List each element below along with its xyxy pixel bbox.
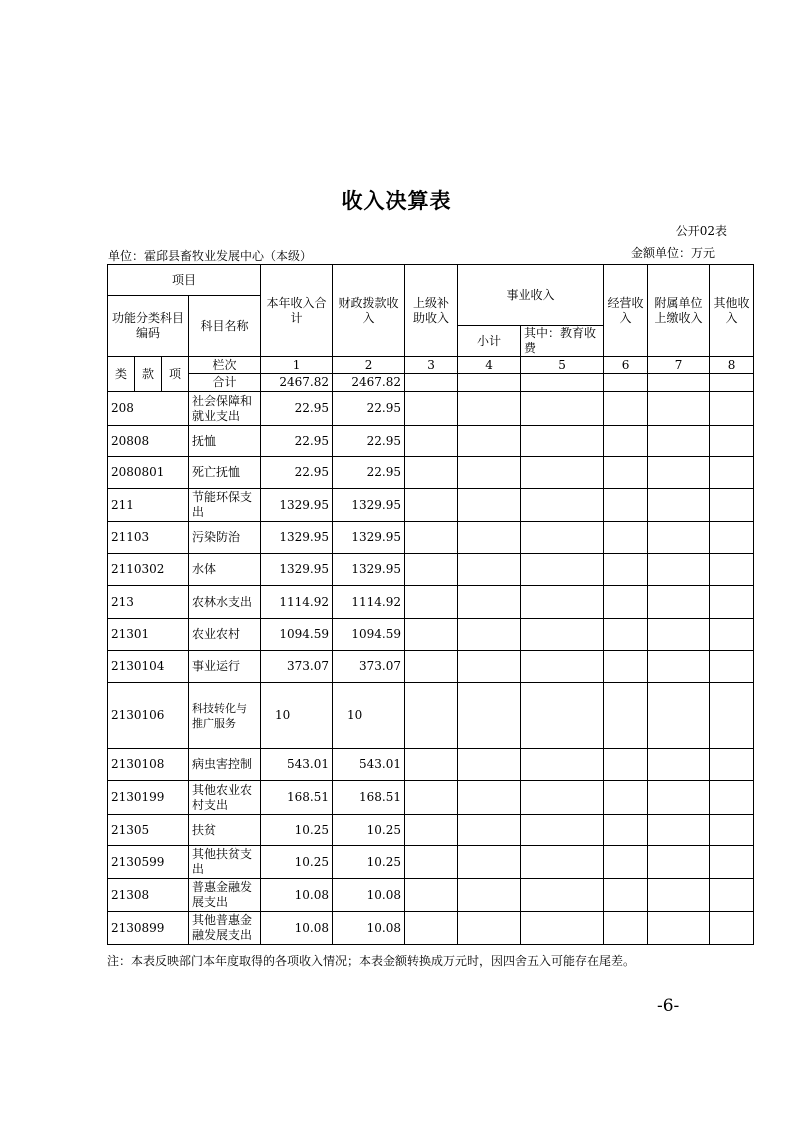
table-note: 注：本表反映部门本年度取得的各项收入情况；本表金额转换成万元时，因四舍五入可能存在尾差。 [107, 954, 636, 968]
empty-cell [710, 815, 754, 846]
empty-cell [648, 457, 710, 489]
empty-cell [405, 586, 458, 619]
header-col4: 小计 [458, 326, 521, 357]
row-col2: 10 [333, 683, 405, 749]
empty-cell [458, 457, 521, 489]
row-col2: 1094.59 [333, 619, 405, 651]
header-kuan: 款 [135, 357, 162, 392]
row-col2: 1329.95 [333, 554, 405, 586]
row-code: 2130599 [108, 846, 189, 879]
empty-cell [604, 912, 648, 945]
empty-cell [521, 554, 604, 586]
amount-unit: 金额单位：万元 [630, 246, 715, 260]
empty-cell [604, 749, 648, 781]
col-number: 4 [458, 357, 521, 374]
header-shiye: 事业收入 [458, 265, 604, 326]
empty-cell [521, 879, 604, 912]
row-name: 扶贫 [189, 815, 261, 846]
table-row [108, 651, 754, 683]
empty-cell [458, 489, 521, 522]
row-col2: 10.25 [333, 815, 405, 846]
empty-cell [648, 374, 710, 392]
row-col2: 10.08 [333, 879, 405, 912]
row-col2: 1329.95 [333, 522, 405, 554]
row-name: 其他扶贫支出 [189, 846, 261, 879]
table-row [108, 426, 754, 457]
empty-cell [405, 879, 458, 912]
table-row [108, 522, 754, 554]
empty-cell [604, 781, 648, 815]
header-col3: 上级补助收入 [405, 265, 458, 357]
empty-cell [405, 749, 458, 781]
empty-cell [604, 879, 648, 912]
col-number: 7 [648, 357, 710, 374]
empty-cell [710, 651, 754, 683]
empty-cell [604, 586, 648, 619]
row-col2: 22.95 [333, 426, 405, 457]
header-col6: 经营收入 [604, 265, 648, 357]
row-name: 农业农村 [189, 619, 261, 651]
page-title: 收入决算表 [341, 189, 452, 213]
empty-cell [604, 392, 648, 426]
col-number: 3 [405, 357, 458, 374]
row-code: 20808 [108, 426, 189, 457]
row-col1: 1329.95 [261, 522, 333, 554]
row-col1: 168.51 [261, 781, 333, 815]
header-col7: 附属单位上缴收入 [648, 265, 710, 357]
empty-cell [405, 781, 458, 815]
header-col2: 财政拨款收入 [333, 265, 405, 357]
row-code: 2130199 [108, 781, 189, 815]
header-lanci: 栏次 [189, 357, 261, 374]
empty-cell [405, 683, 458, 749]
row-name: 其他农业农村支出 [189, 781, 261, 815]
empty-cell [710, 554, 754, 586]
table-row [108, 392, 754, 426]
row-code: 2110302 [108, 554, 189, 586]
income-table [107, 264, 754, 945]
empty-cell [648, 554, 710, 586]
row-col1: 10.08 [261, 879, 333, 912]
row-name: 抚恤 [189, 426, 261, 457]
header-col1: 本年收入合计 [261, 265, 333, 357]
total-col1: 2467.82 [261, 374, 333, 392]
empty-cell [710, 489, 754, 522]
row-col1: 10 [261, 683, 333, 749]
row-code: 21103 [108, 522, 189, 554]
header-col8: 其他收入 [710, 265, 754, 357]
empty-cell [458, 683, 521, 749]
empty-cell [405, 912, 458, 945]
empty-cell [710, 586, 754, 619]
empty-cell [604, 815, 648, 846]
empty-cell [648, 781, 710, 815]
table-row [108, 879, 754, 912]
empty-cell [521, 426, 604, 457]
table-row [108, 846, 754, 879]
row-col1: 10.25 [261, 846, 333, 879]
empty-cell [648, 749, 710, 781]
empty-cell [604, 489, 648, 522]
row-code: 2080801 [108, 457, 189, 489]
table-row [108, 457, 754, 489]
row-col1: 1329.95 [261, 554, 333, 586]
empty-cell [604, 457, 648, 489]
empty-cell [604, 374, 648, 392]
header-xiang: 项 [162, 357, 189, 392]
row-col1: 543.01 [261, 749, 333, 781]
table-row [108, 683, 754, 749]
table-row [108, 912, 754, 945]
empty-cell [405, 815, 458, 846]
table-row [108, 489, 754, 522]
table-row [108, 749, 754, 781]
row-code: 2130899 [108, 912, 189, 945]
empty-cell [521, 457, 604, 489]
empty-cell [458, 619, 521, 651]
row-col1: 10.08 [261, 912, 333, 945]
empty-cell [710, 374, 754, 392]
empty-cell [648, 489, 710, 522]
row-name: 水体 [189, 554, 261, 586]
row-code: 213 [108, 586, 189, 619]
row-col1: 1329.95 [261, 489, 333, 522]
empty-cell [405, 374, 458, 392]
empty-cell [648, 879, 710, 912]
empty-cell [710, 619, 754, 651]
empty-cell [458, 749, 521, 781]
reporting-unit: 单位：霍邱县畜牧业发展中心（本级） [108, 249, 313, 263]
empty-cell [458, 586, 521, 619]
table-row [108, 619, 754, 651]
empty-cell [648, 846, 710, 879]
empty-cell [458, 374, 521, 392]
row-name: 普惠金融发展支出 [189, 879, 261, 912]
row-col2: 168.51 [333, 781, 405, 815]
row-col2: 22.95 [333, 392, 405, 426]
empty-cell [521, 683, 604, 749]
row-code: 21305 [108, 815, 189, 846]
empty-cell [648, 912, 710, 945]
empty-cell [521, 815, 604, 846]
empty-cell [405, 489, 458, 522]
empty-cell [648, 392, 710, 426]
row-code: 208 [108, 392, 189, 426]
row-code: 211 [108, 489, 189, 522]
total-label: 合计 [189, 374, 261, 392]
header-project: 项目 [108, 265, 261, 296]
form-code: 公开02表 [675, 224, 727, 238]
col-number: 2 [333, 357, 405, 374]
row-col1: 373.07 [261, 651, 333, 683]
empty-cell [405, 554, 458, 586]
empty-cell [458, 879, 521, 912]
empty-cell [405, 522, 458, 554]
row-col1: 22.95 [261, 457, 333, 489]
row-name: 社会保障和就业支出 [189, 392, 261, 426]
row-col2: 10.25 [333, 846, 405, 879]
empty-cell [521, 846, 604, 879]
empty-cell [710, 683, 754, 749]
empty-cell [405, 426, 458, 457]
row-col2: 373.07 [333, 651, 405, 683]
empty-cell [521, 749, 604, 781]
row-name: 死亡抚恤 [189, 457, 261, 489]
row-col1: 22.95 [261, 392, 333, 426]
row-col1: 1114.92 [261, 586, 333, 619]
header-func-code: 功能分类科目编码 [108, 296, 189, 357]
empty-cell [604, 554, 648, 586]
row-col2: 543.01 [333, 749, 405, 781]
row-code: 21301 [108, 619, 189, 651]
total-col2: 2467.82 [333, 374, 405, 392]
table-row [108, 586, 754, 619]
empty-cell [521, 374, 604, 392]
empty-cell [458, 426, 521, 457]
row-code: 21308 [108, 879, 189, 912]
empty-cell [604, 651, 648, 683]
col-number: 6 [604, 357, 648, 374]
empty-cell [458, 815, 521, 846]
row-code: 2130108 [108, 749, 189, 781]
row-col2: 1114.92 [333, 586, 405, 619]
empty-cell [521, 651, 604, 683]
row-col1: 10.25 [261, 815, 333, 846]
empty-cell [710, 781, 754, 815]
empty-cell [521, 619, 604, 651]
row-name: 污染防治 [189, 522, 261, 554]
row-col1: 22.95 [261, 426, 333, 457]
empty-cell [405, 619, 458, 651]
header-lei: 类 [108, 357, 135, 392]
row-name: 农林水支出 [189, 586, 261, 619]
row-name: 其他普惠金融发展支出 [189, 912, 261, 945]
empty-cell [710, 912, 754, 945]
empty-cell [648, 815, 710, 846]
empty-cell [710, 426, 754, 457]
empty-cell [648, 586, 710, 619]
empty-cell [710, 522, 754, 554]
empty-cell [458, 912, 521, 945]
empty-cell [521, 912, 604, 945]
empty-cell [521, 489, 604, 522]
empty-cell [521, 392, 604, 426]
empty-cell [604, 619, 648, 651]
empty-cell [458, 554, 521, 586]
empty-cell [604, 846, 648, 879]
empty-cell [604, 426, 648, 457]
empty-cell [710, 749, 754, 781]
empty-cell [648, 522, 710, 554]
header-col5: 其中：教育收费 [521, 326, 604, 357]
table-row [108, 554, 754, 586]
row-code: 2130106 [108, 683, 189, 749]
empty-cell [405, 392, 458, 426]
empty-cell [710, 392, 754, 426]
row-name: 节能环保支出 [189, 489, 261, 522]
row-code: 2130104 [108, 651, 189, 683]
page-number: -6- [657, 996, 680, 1016]
empty-cell [710, 879, 754, 912]
empty-cell [604, 683, 648, 749]
empty-cell [521, 781, 604, 815]
row-col2: 1329.95 [333, 489, 405, 522]
row-name: 事业运行 [189, 651, 261, 683]
empty-cell [648, 426, 710, 457]
table-row [108, 781, 754, 815]
header-subject-name: 科目名称 [189, 296, 261, 357]
table-row [108, 815, 754, 846]
col-number: 1 [261, 357, 333, 374]
empty-cell [604, 522, 648, 554]
empty-cell [648, 619, 710, 651]
empty-cell [405, 846, 458, 879]
empty-cell [405, 457, 458, 489]
row-col1: 1094.59 [261, 619, 333, 651]
empty-cell [458, 392, 521, 426]
col-number: 5 [521, 357, 604, 374]
row-name: 科技转化与推广服务 [189, 683, 261, 749]
empty-cell [521, 586, 604, 619]
empty-cell [405, 651, 458, 683]
row-col2: 10.08 [333, 912, 405, 945]
empty-cell [458, 522, 521, 554]
empty-cell [521, 522, 604, 554]
row-col2: 22.95 [333, 457, 405, 489]
empty-cell [458, 846, 521, 879]
empty-cell [458, 781, 521, 815]
empty-cell [648, 683, 710, 749]
row-name: 病虫害控制 [189, 749, 261, 781]
col-number: 8 [710, 357, 754, 374]
empty-cell [710, 846, 754, 879]
empty-cell [648, 651, 710, 683]
empty-cell [710, 457, 754, 489]
empty-cell [458, 651, 521, 683]
